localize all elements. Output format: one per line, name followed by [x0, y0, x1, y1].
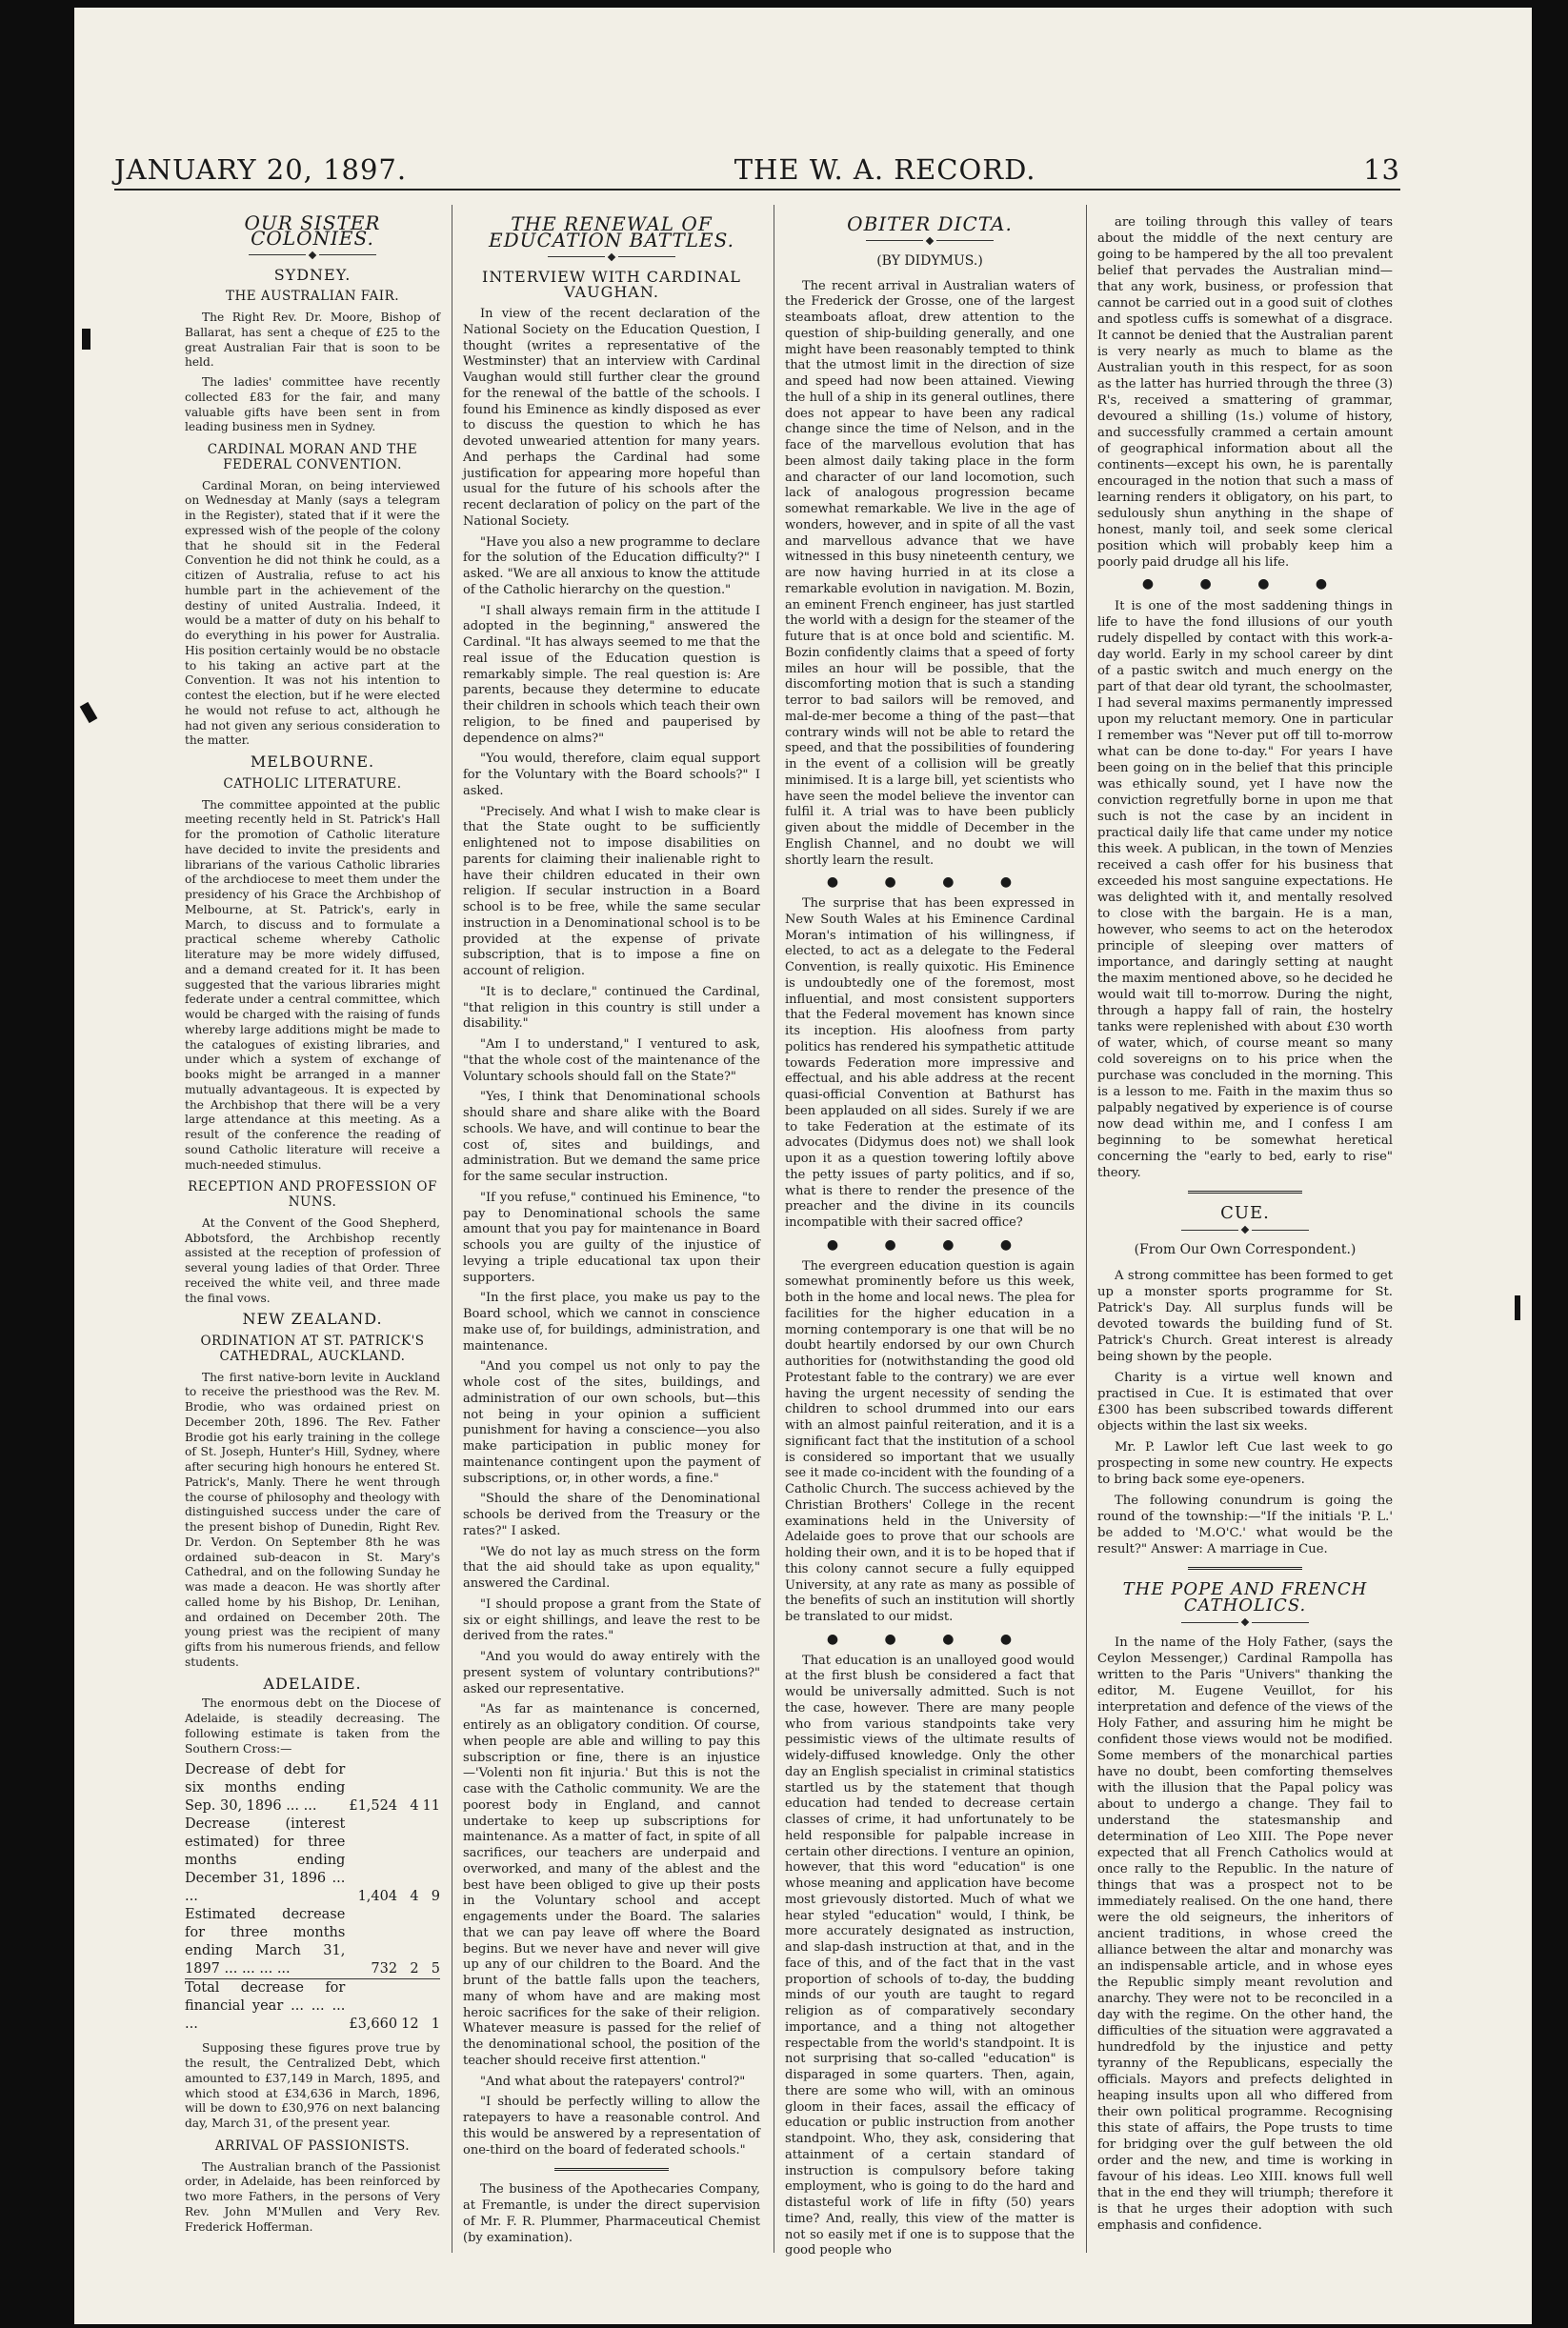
- paragraph: "I should be perfectly willing to allow the ratepayers to have a reasonable control. And this would be answered by a representation of one-third on the board of federated schools.": [463, 2095, 760, 2157]
- paragraph: The Australian branch of the Passionist order, in Adelaide, has been reinforced by two more Fathers, in the persons of Very Rev. John M'Mullen and Very Rev. Frederick Hofferman.: [185, 2159, 440, 2234]
- paragraph: are toiling through this valley of tears about the middle of the next century are going to be hampered by the all too prevalent belief that pervades the Australian mind—that any work, business, or profession that cannot be carried out in a good suit of clothes and spotless cuffs is somewhat of a disgrace. It cannot be denied that the Australian parent is very nearly as much to blame as the Australian youth in this respect, for as soon as the latter has hurried through the three (3) R's, received a smattering of grammar, devoured a shilling (1s.) volume of history, and successfully crammed a certain amount of geographical information about all the continents—except his own, he is parentally encouraged in the notion that such a mass of learning renders it obligatory, on his part, to sedulously shun anything in the shape of honest, manly toil, and seek some clerical position which will probably keep him a poorly paid drudge all his life.: [1097, 215, 1393, 570]
- column-obiter-dicta: [785, 214, 1075, 2264]
- article-body: [1097, 214, 1393, 1181]
- paragraph: A strong committee has been formed to get up a monster sports programme for St. Patrick's Day. All surplus funds will be devoted towards the building fund of St. Patrick's Church. Great interest is already being shown by the people.: [1097, 1269, 1393, 1364]
- subsection-heading: INTERVIEW WITH CARDINAL VAUGHAN.: [482, 267, 741, 302]
- section-heading: THE RENEWAL OF EDUCATION BATTLES.: [489, 212, 734, 251]
- column-education-battles: [463, 214, 760, 2251]
- paragraph: The following conundrum is going the round of the township:—"If the initials 'P. L.' be added to 'M.O'C.' what would be the result?" Answer: A marriage in Cue.: [1097, 1494, 1393, 1556]
- section-heading: THE POPE AND FRENCH CATHOLICS.: [1122, 1579, 1368, 1616]
- section-heading: OUR SISTER COLONIES.: [244, 211, 381, 250]
- page-number: 13: [1363, 153, 1400, 186]
- paragraph: "And you would do away entirely with the present system of voluntary contributions?" asked our representative.: [463, 1650, 760, 1696]
- dot-separator: ● ● ● ●: [826, 874, 1034, 891]
- table-row: Decrease (interest estimated) for three months ending December 31, 1896 ... ... 1,404 4 9: [185, 1816, 440, 1905]
- column-cue-pope: [1097, 214, 1393, 2238]
- ink-blot: [82, 329, 90, 350]
- paragraph: "And you compel us not only to pay the whole cost of the sites, buildings, and administration of our own schools, but—this not being in your opinion a sufficient punishment for having a conscience—you also make participation in public money for maintenance contingent upon the payment of subscriptions, or, in other words, a fine.": [463, 1359, 760, 1486]
- ornament: [185, 252, 440, 258]
- table-row: Estimated decrease for three months ending March 31, 1897 ... ... ... ... 732 2 5: [185, 1907, 440, 1977]
- ink-blot: [1515, 1295, 1520, 1320]
- paragraph: The recent arrival in Australian waters of the Frederick der Grosse, one of the largest steamboats afloat, drew attention to the question of ship-building generally, and one might have been reasonably tempted to think that the utmost limit in the direction of size and speed had now been attained. Viewing the hull of a ship in its general outlines, there does not appear to have been any radical change since the time of Nelson, and in the face of the marvellous evolution that has been almost daily taking place in the form and character of our land locomotion, such lack of analogous progression became somewhat remarkable. We live in the age of wonders, however, and in spite of all the vast and marvellous advance that we have witnessed in this busy nineteenth century, we are now having hurried in at its close a remarkable evolution in navigation. M. Bozin, an eminent French engineer, has just startled the world with a design for the steamer of the future that is at once bold and scientific. M. Bozin confidently claims that a speed of forty miles an hour will be possible, that the discomforting motion that is such a standing terror to bad sailors will be removed, and mal-de-mer become a thing of the past—that contrary winds will not be able to retard the speed, and that the possibilities of foundering in the event of a collision will be greatly minimised. It is a large bill, yet scientists who have seen the model believe the inventor can fulfil it. A trial was to have been publicly given about the middle of December in the English Channel, and no doubt we will shortly learn the result.: [785, 278, 1075, 868]
- paragraph: The enormous debt on the Diocese of Adelaide, is steadily decreasing. The following estimate is taken from the Southern Cross:—: [185, 1696, 440, 1756]
- subsection-heading: ADELAIDE.: [263, 1674, 362, 1693]
- table-row: Total decrease for financial year ... ... ... ... £3,660 12 1: [185, 1980, 440, 2033]
- paragraph: The committee appointed at the public meeting recently held in St. Patrick's Hall for the promotion of Catholic literature have decided to invite the presidents and librarians of the various Catholic libraries of the archdiocese to meet them under the presidency of his Grace the Archbishop of Melbourne, at St. Patrick's, early in March, to discuss and to formulate a practical scheme whereby Catholic literature may be more widely diffused, and a demand created for it. It has been suggested that the various libraries might federate under a central committee, which would be charged with the raising of funds whereby large additions might be made to the catalogues of existing libraries, and under which a system of exchange of books might be arranged in a manner mutually advantageous. It is expected by the Archbishop that there will be a very large attendance at this meeting. As a result of the conference the reading of sound Catholic literature will receive a much-needed stimulus.: [185, 797, 440, 1172]
- paragraph: Cardinal Moran, on being interviewed on Wednesday at Manly (says a telegram in the Register), stated that if it were the expressed wish of the people of the colony that he should sit in the Federal Convention he did not think he could, as a citizen of Australia, refuse to act his humble part in the achievement of the destiny of united Australia. Indeed, it would be a matter of duty on his behalf to do everything in his power for Australia. His position certainly would be no obstacle to his taking an active part at the Convention. It was not his intention to contest the election, but if he were elected he would not refuse to act, although he had not given any serious consideration to the matter.: [185, 478, 440, 748]
- ornament: [1097, 1619, 1393, 1625]
- paragraph: "You would, therefore, claim equal support for the Voluntary with the Board schools?" I asked.: [463, 752, 760, 798]
- paragraph: "I should propose a grant from the State of six or eight shillings, and leave the rest to be derived from the rates.": [463, 1596, 760, 1644]
- debt-table: [185, 1761, 440, 2034]
- byline: (From Our Own Correspondent.): [1134, 1242, 1357, 1257]
- newspaper-title: THE W. A. RECORD.: [734, 153, 1036, 186]
- item-heading: ARRIVAL OF PASSIONISTS.: [214, 2137, 411, 2154]
- paragraph: "As far as maintenance is concerned, entirely as an obligatory condition. Of course, when people are able and willing to pay this subscription or fine, there is an injustice—'Volenti non fit injuria.' But this is not the case with the Catholic community. We are the poorest body in England, and cannot undertake to keep up subscriptions for maintenance. As a matter of fact, in spite of all sacrifices, our teachers are underpaid and overworked, and many of the ablest and the best have been obliged to give up their posts in the Voluntary school and accept engagements under the Board. The salaries that we can pay leave off where the Board begins. But we never have and never will give up any of our children to the Board. And the brunt of the battle falls upon the teachers, many of whom have and are making most heroic sacrifices for the sake of their religion. Whatever measure is passed for the relief of the denominational school, the position of the teacher should receive first attention.": [463, 1702, 760, 2068]
- item-heading: ORDINATION AT ST. PATRICK'S CATHEDRAL, AUCKLAND.: [200, 1334, 425, 1364]
- paragraph: Supposing these figures prove true by the result, the Centralized Debt, which amounted to £37,149 in March, 1895, and which stood at £34,636 in March, 1896, will be down to £30,976 on next balancing day, March 31, of the present year.: [185, 2041, 440, 2130]
- paragraph: The evergreen education question is again somewhat prominently before us this week, both in the home and local news. The plea for facilities for the higher education in a morning contemporary is one that will be no doubt heartily endorsed by our own Church authorities for (notwithstanding the good old Protestant fable to the contrary) we are ever having the urgent necessity of sending the children to school drummed into our ears with an almost painful reiteration, and it is a significant fact that the institution of a school is considered so important that we usually see it made co-incident with the founding of a Catholic Church. The success achieved by the Christian Brothers' College in the recent examinations held in the University of Adelaide goes to prove that our schools are holding their own, and it is to be hoped that if this colony cannot secure a fully equipped University, at any rate as many as possible of the benefits of such an institution will shortly be translated to our midst.: [785, 1258, 1075, 1624]
- paragraph: In the name of the Holy Father, (says the Ceylon Messenger,) Cardinal Rampolla has written to the Paris "Univers" thanking the editor, M. Eugene Veuillot, for his interpretation and defence of the views of the Holy Father, and assuring him he might be confident those views would not be modified. Some members of the monarchical parties have no doubt, been comforting themselves with the illusion that the Papal policy was about to undergo a change. They fail to understand the statesmanship and determination of Leo XIII. The Pope never expected that all French Catholics would at once rally to the Republic. In the nature of things that was a prospect not to be immediately realised. On the one hand, there were the old seigneurs, the inheritors of ancient traditions, in whose creed the alliance between the altar and monarchy was an indispensable article, and in whose eyes the Republic simply meant revolution and anarchy. They were not to be reconciled in a day with the regime. On the other hand, the difficulties of the situation were aggravated a hundredfold by the injustice and petty tyranny of the Republicans, especially the officials. Mayors and prefects delighted in heaping insults upon all who differed from their own political programme. Recognising this state of affairs, the Pope trusts to time for bridging over the gulf between the old order and the new, and time is working in favour of his ideas. Leo XIII. knows full well that in the end they will triumph; therefore it is that he urges their adoption with such emphasis and confidence.: [1097, 1636, 1393, 2233]
- item-heading: CARDINAL MORAN AND THE FEDERAL CONVENTION.: [207, 442, 418, 472]
- paragraph: "And what about the ratepayers' control?": [480, 2074, 746, 2089]
- masthead: [114, 148, 1400, 186]
- paragraph: "Have you also a new programme to declare for the solution of the Education difficulty?" I asked. "We are all anxious to know the attitude of the Catholic hierarchy on the question.": [463, 534, 760, 597]
- item-heading: THE AUSTRALIAN FAIR.: [225, 289, 400, 305]
- ornament: [1097, 1227, 1393, 1233]
- section-heading: CUE.: [1220, 1203, 1270, 1223]
- section-heading: OBITER DICTA.: [847, 212, 1013, 235]
- byline: (BY DIDYMUS.): [876, 252, 983, 269]
- paragraph: "Am I to understand," I ventured to ask, "that the whole cost of the maintenance of the Voluntary schools should fall on the State?": [463, 1037, 760, 1084]
- subsection-heading: NEW ZEALAND.: [242, 1310, 383, 1329]
- dot-separator: ● ● ● ●: [826, 1631, 1034, 1647]
- paragraph: At the Convent of the Good Shepherd, Abbotsford, the Archbishop recently assisted at the reception of profession of several young ladies of that Order. Three received the white veil, and three made the final vows.: [185, 1215, 440, 1305]
- divider: [554, 2168, 669, 2173]
- paragraph: The business of the Apothecaries Company, at Fremantle, is under the direct supervision of Mr. F. R. Plummer, Pharmaceutical Chemist (by examination).: [463, 2182, 760, 2245]
- paragraph: The surprise that has been expressed in New South Wales at his Eminence Cardinal Moran's intimation of his willingness, if elected, to act as a delegate to the Federal Convention, is really quixotic. His Eminence is undoubtedly one of the foremost, most influential, and most consistent supporters that the Federal movement has known since its inception. His aloofness from party politics has rendered his sympathetic attitude towards Federation more impressive and effectual, and his able address at the recent quasi-official Convention at Bathurst has been applauded on all sides. Surely if we are to take Federation at the estimate of its advocates (Didymus does not) we shall look upon it as a question towering loftily above the petty issues of party politics, and if so, what is there to render the presence of the preacher and the divine in its councils incompatible with their sacred office?: [785, 896, 1075, 1230]
- paragraph: "Should the share of the Denominational schools be derived from the Treasury or the rates?" I asked.: [463, 1492, 760, 1538]
- paragraph: In view of the recent declaration of the National Society on the Education Question, I thought (writes a representative of the Westminster) that an interview with Cardinal Vaughan would still further clear the ground for the renewal of the battle of the schools. I found his Eminence as kindly disposed as ever to discuss the question to which he has devoted unwearied attention for many years. And perhaps the Cardinal had some justification for appearing more hopeful than usual for the future of his schools after the recent declaration of policy on the part of the National Society.: [463, 307, 760, 529]
- paragraph: Mr. P. Lawlor left Cue last week to go prospecting in some new country. He expects to bring back some eye-openers.: [1097, 1440, 1393, 1487]
- paragraph: The Right Rev. Dr. Moore, Bishop of Ballarat, has sent a cheque of £25 to the great Australian Fair that is soon to be held.: [185, 311, 440, 370]
- paragraph: The ladies' committee have recently collected £83 for the fair, and many valuable gifts have been sent in from leading business men in Sydney.: [185, 375, 440, 434]
- paragraph: "In the first place, you make us pay to the Board school, which we cannot in conscience make use of, for buildings, administration, and maintenance.: [463, 1291, 760, 1354]
- ornament: [463, 254, 760, 260]
- issue-date: JANUARY 20, 1897.: [114, 153, 408, 186]
- paragraph: "If you refuse," continued his Eminence, "to pay to Denominational schools the same amount that you pay for maintenance in Board schools you are guilty of the injustice of levying a triple educational tax upon their supporters.: [463, 1190, 760, 1285]
- paragraph: "We do not lay as much stress on the form that the aid should take as upon equality," answered the Cardinal.: [463, 1544, 760, 1591]
- table-row: Decrease of debt for six months ending Sep. 30, 1896 ... ... £1,524 4 11: [185, 1762, 440, 1815]
- item-heading: RECEPTION AND PROFESSION OF NUNS.: [188, 1179, 437, 1210]
- paragraph: The first native-born levite in Auckland to receive the priesthood was the Rev. M. Brodie, who was ordained priest on December 20th, 1896. The Rev. Father Brodie got his early training in the college of St. Joseph, Hunter's Hill, Sydney, where after securing high honours he entered St. Patrick's, Manly. There he went through the course of philosophy and theology with distinguished success under the care of the present bishop of Dunedin, Right Rev. Dr. Verdon. On September 8th he was ordained sub-deacon in St. Mary's Cathedral, and on the following Sunday he was made a deacon. He was shortly after called home by his Bishop, Dr. Lenihan, and ordained on December 20th. The young priest was the recipient of many gifts from his numerous friends, and fellow students.: [185, 1370, 440, 1669]
- paragraph: That education is an unalloyed good would at the first blush be considered a fact that would be universally admitted. Such is not the case, however. There are many people who from various standpoints take very pessimistic views of the ultimate results of widely-diffused knowledge. Only the other day an English specialist in criminal statistics startled us by the statement that though education had tended to decrease certain classes of crime, it had unfortunately to be held responsible for palpable increase in certain other directions. I venture an opinion, however, that this word "education" is one whose meaning and application have become most grievously distorted. Much of what we hear styled "education" would, I think, be more accurately designated as instruction, and slap-dash instruction at that, and in the face of this, and of the fact that in the vast proportion of schools of to-day, the budding minds of our youth are taught to regard religion as of comparatively secondary importance, and a thing not altogether respectable from the world's standpoint. It is not surprising that so-called "education" is disparaged in some quarters. Then, again, there are some who will, with an ominous gloom in their faces, assail the efficacy of education or public instruction from another standpoint. Who, they ask, considering that attainment of a certain standard of instruction is compulsory before taking employment, who is going to do the hard and distasteful work of life in fifty (50) years time? And, really, this view of the matter is not so easily met if one is to suppose that the good people who: [785, 1653, 1075, 2258]
- paragraph: "Yes, I think that Denominational schools should share and share alike with the Board schools. We have, and will continue to bear the cost of, sites and buildings, and administration. But we demand the same price for the same secular instruction.: [463, 1090, 760, 1184]
- paragraph: "I shall always remain firm in the attitude I adopted in the beginning," answered the Cardinal. "It has always seemed to me that the real issue of the Education question is remarkably simple. The real question is: Are parents, because they determine to educate their children in schools which teach their own religion, to be fined and pauperised by dependence on alms?": [463, 603, 760, 746]
- article-body: [1097, 1268, 1393, 1557]
- article-body: [785, 279, 1075, 2260]
- paragraph: It is one of the most saddening things in life to have the fond illusions of our youth rudely dispelled by contact with this work-a-day world. Early in my school career by dint of a pastic switch and much energy on the part of that dear old tyrant, the schoolmaster, I had several maxims permanently impressed upon my reluctant memory. One in particular I remember was "Never put off till to-morrow what can be done to-day." For years I have been going on in the belief that this principle was ethically sound, yet I have now the conviction regretfully borne in upon me that such is not the case by an incident in practical daily life that came under my notice this week. A publican, in the town of Menzies received a cash offer for his business that exceeded his most sanguine expectations. He was delighted with it, and mentally resolved to close with the bargain. He is a man, however, who seems to act on the heterodox principle of sleeping over matters of importance, and daringly setting at naught the maxim mentioned above, so he decided he would wait till to-morrow. During the night, through a happy fall of rain, the hostelry tanks were replenished with about £30 worth of water, which, of course meant so many cold sovereigns on to his price when the purchase was concluded in the morning. This is a lesson to me. Faith in the maxim thus so palpably negatived by experience is of course now dead within me, and I confess I am beginning to be somewhat heretical concerning the "early to bed, early to rise" theory.: [1097, 599, 1393, 1180]
- divider: [1188, 1191, 1302, 1195]
- dot-separator: ● ● ● ●: [826, 1236, 1034, 1253]
- paragraph: "It is to declare," continued the Cardinal, "that religion in this country is still under a disability.": [463, 984, 760, 1032]
- column-rule: [1086, 205, 1087, 2253]
- header-rule: [114, 189, 1400, 191]
- subsection-heading: MELBOURNE.: [250, 753, 375, 771]
- dot-separator: ● ● ● ●: [1141, 576, 1349, 592]
- paragraph: "Precisely. And what I wish to make clear is that the State ought to be sufficiently enlightened not to impose disabilities on parents for claiming their inalienable right to have their children educated in their own religion. If secular instruction in a Board school is to be free, while the same secular instruction in a Denominational school is to be provided at the expense of private subscription, that is to impose a fine on account of religion.: [463, 804, 760, 978]
- column-sister-colonies: [185, 211, 440, 2239]
- ornament: [785, 238, 1075, 244]
- article-body: [463, 307, 760, 2158]
- divider: [1188, 1567, 1302, 1572]
- paragraph: Charity is a virtue well known and practised in Cue. It is estimated that over £300 has been subscribed towards different objects within the last six weeks.: [1097, 1371, 1393, 1434]
- subsection-heading: SYDNEY.: [273, 265, 352, 284]
- item-heading: CATHOLIC LITERATURE.: [223, 775, 402, 792]
